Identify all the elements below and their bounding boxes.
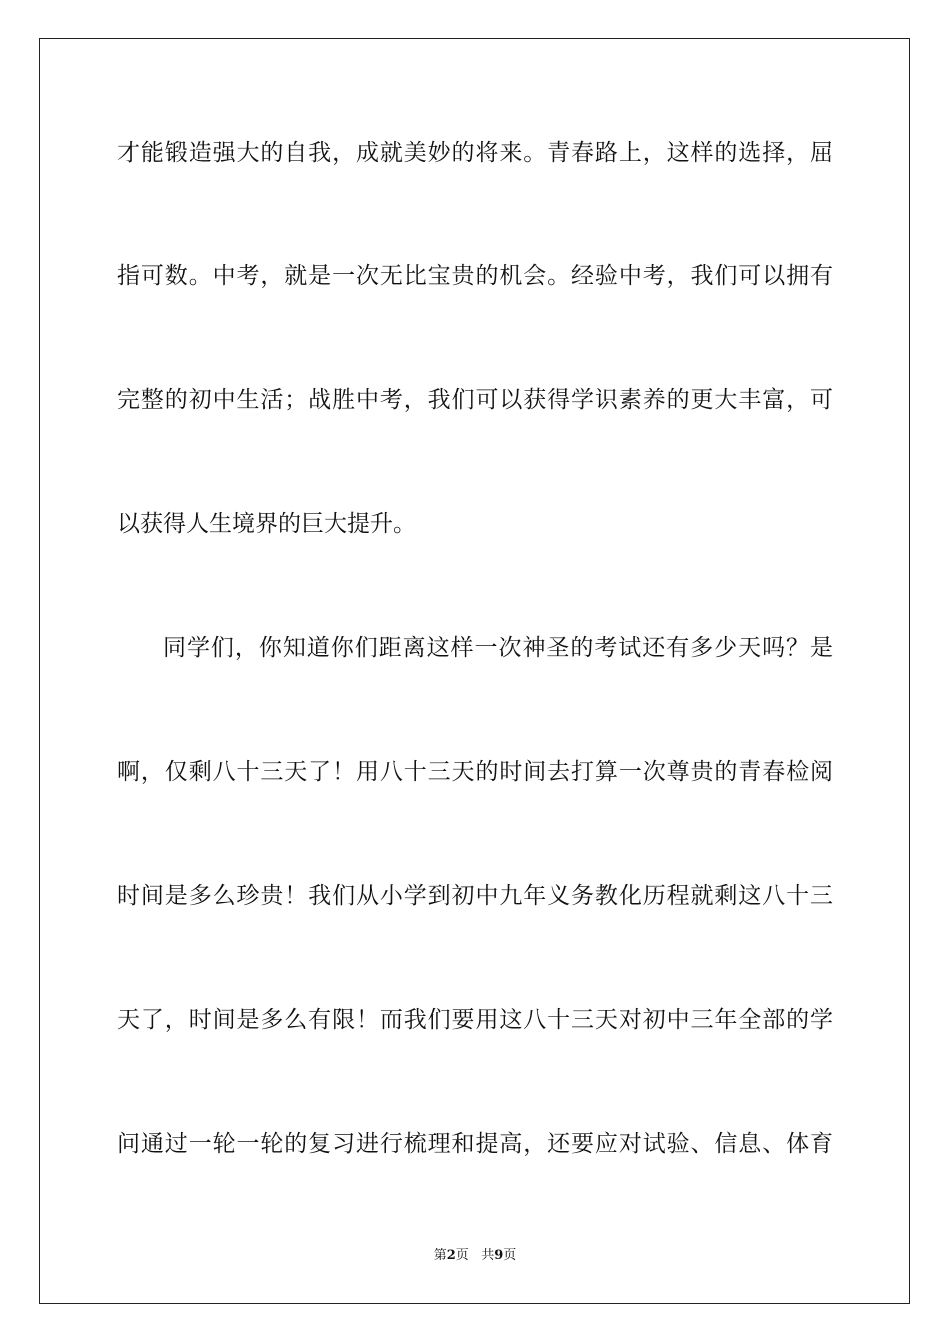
current-page-number: 2: [446, 1248, 456, 1263]
text-line-6: 啊，仅剩八十三天了！用八十三天的时间去打算一次尊贵的青春检阅: [117, 759, 833, 785]
page-border: [39, 38, 910, 1304]
text-line-3: 完整的初中生活；战胜中考，我们可以获得学识素养的更大丰富，可: [117, 387, 833, 413]
text-line-8: 天了，时间是多么有限！而我们要用这八十三天对初中三年全部的学: [117, 1007, 833, 1033]
total-page-number: 9: [494, 1248, 504, 1263]
page-prefix: 第: [433, 1248, 447, 1263]
page-footer: [0, 1248, 950, 1264]
page-suffix: 页: [455, 1248, 469, 1263]
text-line-9: 问通过一轮一轮的复习进行梳理和提高，还要应对试验、信息、体育: [117, 1131, 833, 1157]
total-suffix: 页: [503, 1248, 517, 1263]
paragraph-start-line: 同学们，你知道你们距离这样一次神圣的考试还有多少天吗？是: [163, 635, 833, 661]
text-line-4: 以获得人生境界的巨大提升。: [117, 511, 416, 537]
text-line-7: 时间是多么珍贵！我们从小学到初中九年义务教化历程就剩这八十三: [117, 883, 833, 909]
total-prefix: 共: [481, 1248, 495, 1263]
text-line-1: 才能锻造强大的自我，成就美妙的将来。青春路上，这样的选择，屈: [117, 140, 833, 166]
text-line-2: 指可数。中考，就是一次无比宝贵的机会。经验中考，我们可以拥有: [117, 263, 833, 289]
